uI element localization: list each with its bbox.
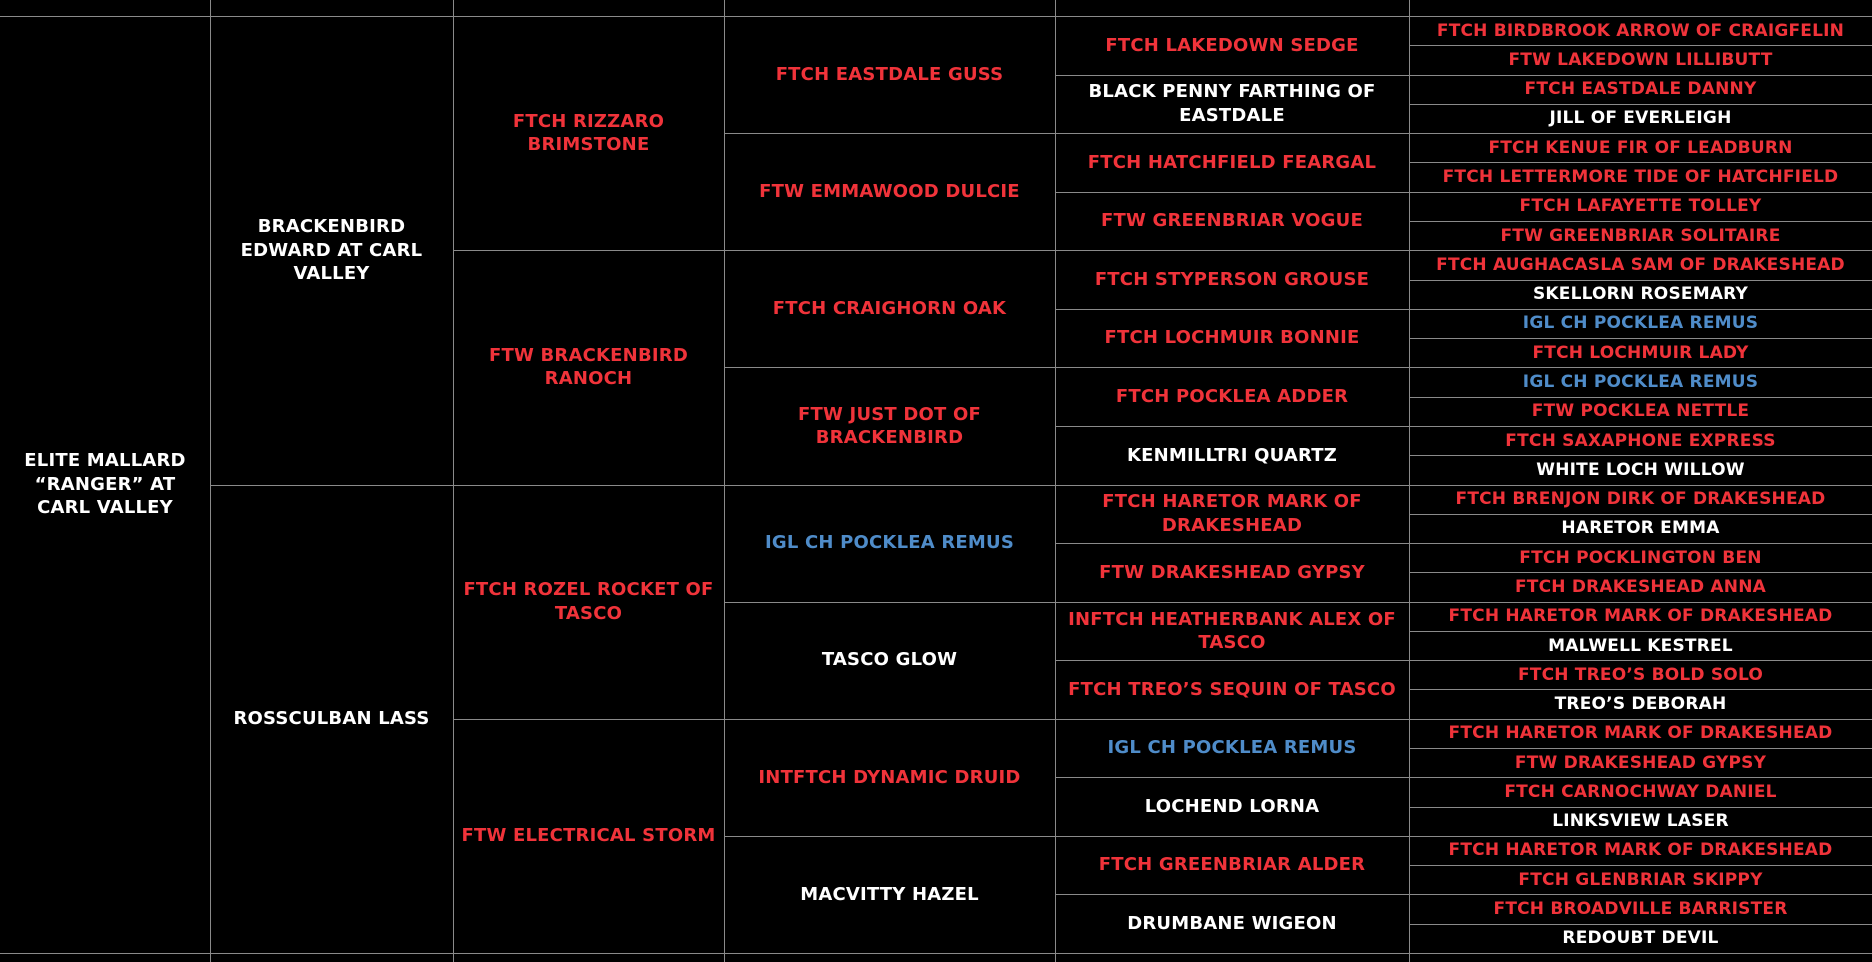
row-divider [1409, 865, 1872, 866]
pedigree-gen5-entry: FTCH EASTDALE DANNY [1524, 79, 1757, 100]
pedigree-gen5-entry: FTCH HARETOR MARK OF DRAKESHEAD [1448, 840, 1833, 861]
pedigree-gen4-entry: FTCH POCKLEA ADDER [1115, 385, 1349, 407]
row-divider [1055, 309, 1409, 310]
column-divider [724, 0, 725, 962]
row-divider [1409, 75, 1872, 76]
pedigree-gen5-entry: FTCH HARETOR MARK OF DRAKESHEAD [1448, 723, 1833, 744]
pedigree-gen5-entry: HARETOR EMMA [1561, 518, 1720, 539]
pedigree-gen5-entry: FTCH AUGHACASLA SAM OF DRAKESHEAD [1436, 254, 1845, 275]
pedigree-gen5-entry: FTCH BIRDBROOK ARROW OF CRAIGFELIN [1436, 20, 1845, 41]
row-divider [1055, 485, 1409, 486]
column-divider [453, 0, 454, 962]
row-divider [1055, 192, 1409, 193]
pedigree-gen5-entry: FTCH SAXAPHONE EXPRESS [1505, 430, 1776, 451]
pedigree-gen0-entry: ELITE MALLARD “RANGER” AT CARL VALLEY [24, 450, 186, 519]
column-divider [1409, 0, 1410, 962]
row-divider [1409, 543, 1872, 544]
pedigree-gen5-entry: TREO’S DEBORAH [1554, 694, 1727, 715]
pedigree-gen4-entry: FTCH LOCHMUIR BONNIE [1104, 327, 1360, 349]
grid-top-border [0, 16, 1872, 17]
pedigree-gen5-entry: FTCH DRAKESHEAD ANNA [1514, 576, 1766, 597]
row-divider [1409, 162, 1872, 163]
pedigree-gen4-entry: FTCH HARETOR MARK OF DRAKESHEAD [1102, 491, 1362, 536]
row-divider [1409, 602, 1872, 603]
pedigree-gen4-entry: DRUMBANE WIGEON [1127, 913, 1337, 935]
pedigree-gen5-entry: FTCH HARETOR MARK OF DRAKESHEAD [1448, 606, 1833, 627]
pedigree-gen5-entry: FTCH LETTERMORE TIDE OF HATCHFIELD [1442, 167, 1839, 187]
row-divider [1409, 280, 1872, 281]
row-divider [1409, 631, 1872, 632]
pedigree-gen4-entry: INFTCH HEATHERBANK ALEX OF TASCO [1068, 608, 1396, 653]
pedigree-gen5-entry: IGL CH POCKLEA REMUS [1522, 313, 1759, 334]
row-divider [1055, 250, 1409, 251]
pedigree-gen4-entry: FTCH TREO’S SEQUIN OF TASCO [1068, 678, 1396, 700]
pedigree-gen3-entry: MACVITTY HAZEL [800, 883, 979, 905]
row-divider [724, 485, 1055, 486]
row-divider [1409, 514, 1872, 515]
row-divider [1055, 602, 1409, 603]
pedigree-gen5-entry: LINKSVIEW LASER [1552, 811, 1729, 832]
pedigree-gen2-entry: FTCH RIZZARO BRIMSTONE [512, 110, 665, 156]
pedigree-gen3-entry: TASCO GLOW [821, 649, 958, 671]
pedigree-gen5-entry: MALWELL KESTREL [1548, 635, 1733, 656]
pedigree-gen5-entry: FTCH LOCHMUIR LADY [1532, 342, 1749, 363]
row-divider [1409, 660, 1872, 661]
pedigree-gen5-entry: JILL OF EVERLEIGH [1549, 108, 1732, 129]
row-divider [1055, 894, 1409, 895]
row-divider [1055, 75, 1409, 76]
row-divider [1055, 543, 1409, 544]
row-divider [1409, 807, 1872, 808]
row-divider [1409, 192, 1872, 193]
pedigree-gen4-entry: IGL CH POCKLEA REMUS [1107, 737, 1357, 759]
row-divider [1409, 572, 1872, 573]
pedigree-gen4-entry: KENMILLTRI QUARTZ [1126, 444, 1338, 466]
row-divider [1409, 133, 1872, 134]
pedigree-gen3-entry: FTCH EASTDALE GUSS [775, 63, 1004, 85]
pedigree-gen3-entry: FTW JUST DOT OF BRACKENBIRD [798, 403, 981, 448]
row-divider [724, 133, 1055, 134]
row-divider [724, 836, 1055, 837]
pedigree-gen2-entry: FTW ELECTRICAL STORM [461, 825, 716, 847]
row-divider [1055, 719, 1409, 720]
row-divider [1409, 719, 1872, 720]
pedigree-gen2-entry: FTW BRACKENBIRD RANOCH [489, 344, 688, 390]
pedigree-gen5-entry: FTCH POCKLINGTON BEN [1519, 547, 1762, 568]
row-divider [724, 250, 1055, 251]
pedigree-gen5-entry: FTCH LAFAYETTE TOLLEY [1519, 196, 1762, 217]
pedigree-gen4-entry: LOCHEND LORNA [1144, 795, 1320, 817]
grid-bottom-border [0, 953, 1872, 954]
pedigree-gen5-entry: REDOUBT DEVIL [1562, 928, 1719, 949]
column-divider [1055, 0, 1056, 962]
pedigree-gen4-entry: FTCH HATCHFIELD FEARGAL [1087, 151, 1377, 173]
pedigree-gen5-entry: FTCH TREO’S BOLD SOLO [1517, 664, 1764, 685]
pedigree-gen1-entry: ROSSCULBAN LASS [233, 708, 430, 730]
column-divider [210, 0, 211, 962]
row-divider [1055, 426, 1409, 427]
pedigree-gen2-entry: FTCH ROZEL ROCKET OF TASCO [463, 579, 714, 624]
row-divider [1409, 309, 1872, 310]
pedigree-gen5-entry: FTW GREENBRIAR SOLITAIRE [1500, 225, 1781, 246]
pedigree-gen5-entry: FTCH BRENJON DIRK OF DRAKESHEAD [1455, 489, 1826, 510]
row-divider [1409, 455, 1872, 456]
row-divider [1055, 367, 1409, 368]
pedigree-gen3-entry: IGL CH POCKLEA REMUS [764, 532, 1014, 554]
row-divider [724, 602, 1055, 603]
pedigree-gen5-entry: FTW POCKLEA NETTLE [1531, 401, 1750, 422]
row-divider [1409, 777, 1872, 778]
row-divider [1409, 485, 1872, 486]
row-divider [1055, 660, 1409, 661]
row-divider [453, 250, 724, 251]
pedigree-gen5-entry: IGL CH POCKLEA REMUS [1522, 371, 1759, 392]
row-divider [1409, 748, 1872, 749]
pedigree-gen3-entry: FTW EMMAWOOD DULCIE [759, 180, 1020, 202]
row-divider [1409, 367, 1872, 368]
row-divider [1409, 397, 1872, 398]
pedigree-gen5-entry: FTW DRAKESHEAD GYPSY [1514, 752, 1767, 773]
pedigree-gen1-entry: BRACKENBIRD EDWARD AT CARL VALLEY [240, 216, 423, 284]
row-divider [724, 367, 1055, 368]
row-divider [1409, 426, 1872, 427]
row-divider [1409, 45, 1872, 46]
row-divider [1409, 894, 1872, 895]
row-divider [1409, 689, 1872, 690]
row-divider [1409, 221, 1872, 222]
row-divider [210, 485, 453, 486]
row-divider [1055, 133, 1409, 134]
row-divider [1409, 338, 1872, 339]
row-divider [1409, 924, 1872, 925]
pedigree-gen4-entry: FTW DRAKESHEAD GYPSY [1099, 561, 1365, 583]
pedigree-gen5-entry: FTCH CARNOCHWAY DANIEL [1504, 781, 1777, 802]
row-divider [1409, 250, 1872, 251]
pedigree-gen5-entry: FTCH GLENBRIAR SKIPPY [1518, 869, 1763, 890]
pedigree-gen4-entry: FTW GREENBRIAR VOGUE [1101, 210, 1363, 232]
pedigree-gen4-entry: FTCH GREENBRIAR ALDER [1098, 854, 1366, 876]
row-divider [1409, 104, 1872, 105]
row-divider [1409, 836, 1872, 837]
pedigree-gen5-entry: FTCH KENUE FIR OF LEADBURN [1488, 137, 1793, 158]
row-divider [1055, 836, 1409, 837]
pedigree-gen5-entry: FTCH BROADVILLE BARRISTER [1493, 899, 1788, 920]
pedigree-gen5-entry: SKELLORN ROSEMARY [1532, 284, 1749, 305]
row-divider [1055, 777, 1409, 778]
pedigree-gen5-entry: FTW LAKEDOWN LILLIBUTT [1508, 49, 1773, 70]
pedigree-gen3-entry: INTFTCH DYNAMIC DRUID [758, 766, 1021, 788]
pedigree-gen4-entry: BLACK PENNY FARTHING OF EASTDALE [1088, 81, 1376, 126]
row-divider [453, 485, 724, 486]
pedigree-gen3-entry: FTCH CRAIGHORN OAK [772, 298, 1007, 320]
pedigree-gen4-entry: FTCH STYPERSON GROUSE [1094, 268, 1370, 290]
pedigree-gen5-entry: WHITE LOCH WILLOW [1536, 459, 1745, 480]
row-divider [724, 719, 1055, 720]
row-divider [453, 719, 724, 720]
pedigree-gen4-entry: FTCH LAKEDOWN SEDGE [1105, 34, 1359, 56]
